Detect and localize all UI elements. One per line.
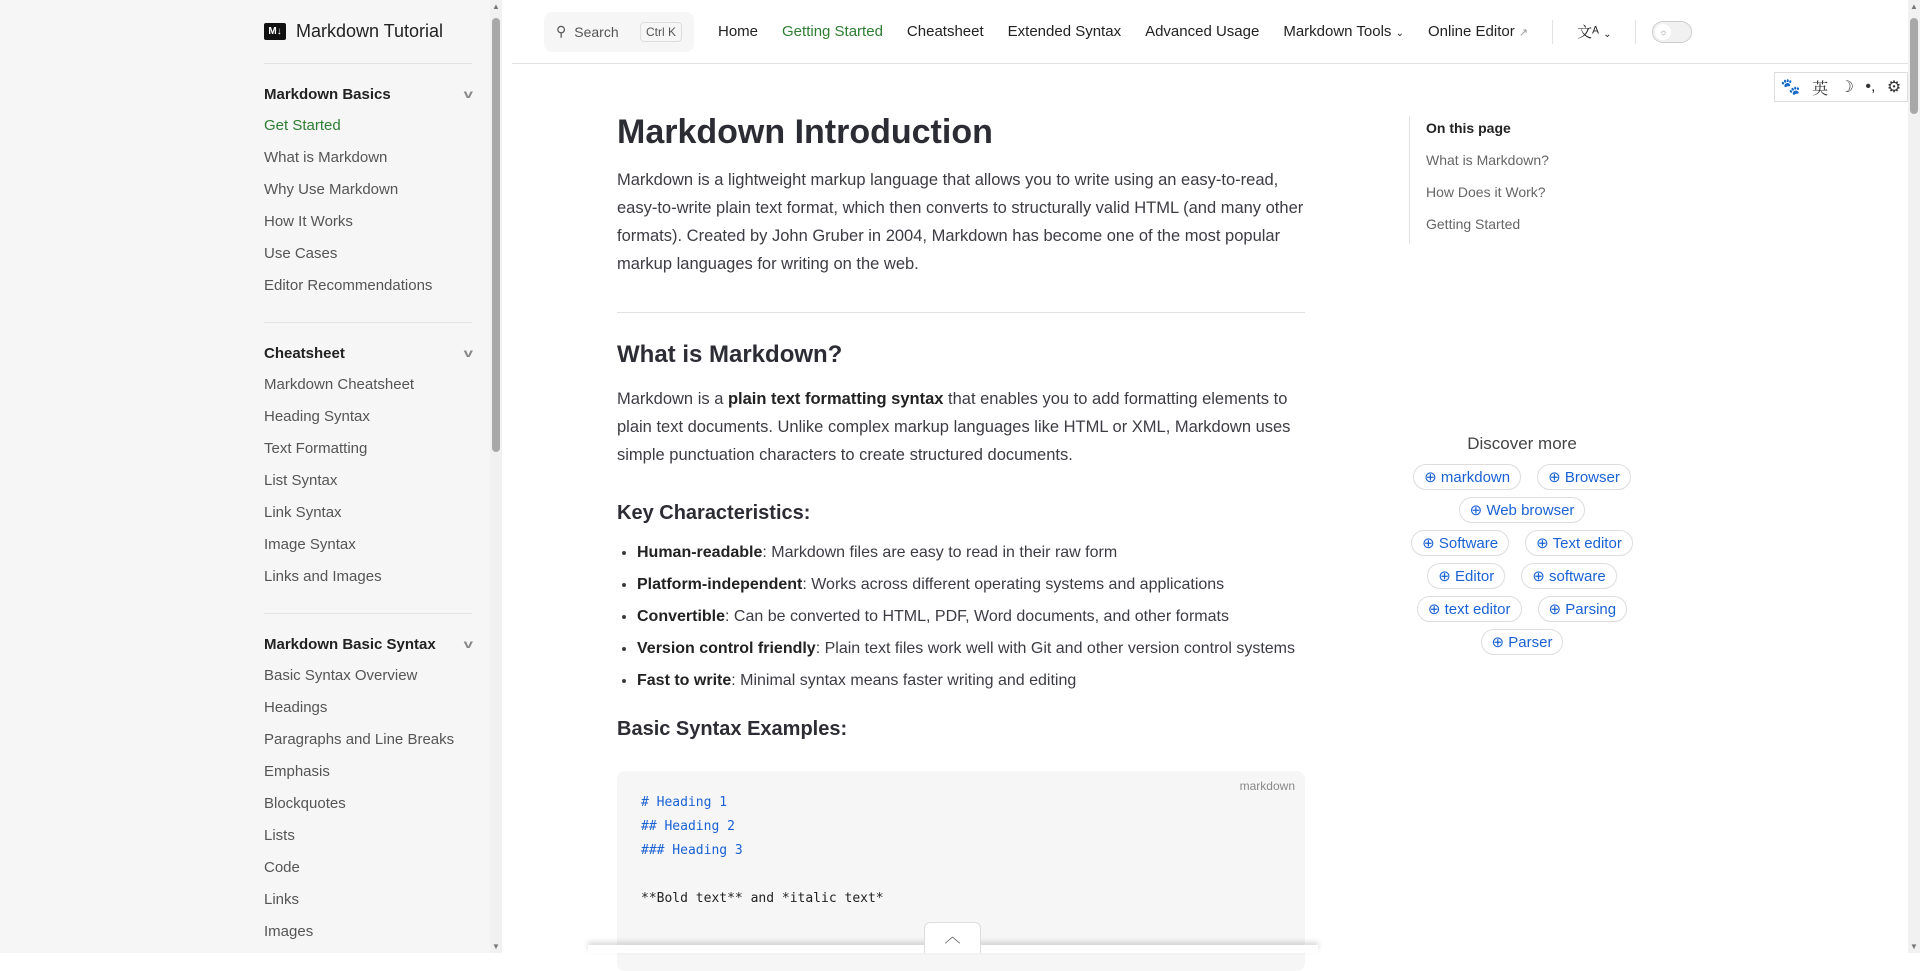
search-label: Search xyxy=(574,23,619,40)
plus-circle-icon: ⊕ xyxy=(1427,601,1441,618)
sidebar-item[interactable]: Editor Recommendations xyxy=(264,277,433,294)
plus-circle-icon: ⊕ xyxy=(1491,634,1505,651)
characteristics-list xyxy=(617,541,1305,693)
nav-cheatsheet[interactable]: Cheatsheet xyxy=(906,23,984,40)
toc-title: On this page xyxy=(1426,120,1511,136)
sidebar-group xyxy=(264,64,472,323)
sidebar-item[interactable]: Heading Syntax xyxy=(264,408,370,425)
sidebar-item[interactable]: Basic Syntax Overview xyxy=(264,667,418,684)
list-item-text: : Can be converted to HTML, PDF, Word documents, and other formats xyxy=(725,608,1229,625)
chevron-down-icon: v xyxy=(463,637,474,651)
chip-label: Browser xyxy=(1564,469,1620,486)
sidebar-item[interactable]: Markdown Cheatsheet xyxy=(264,376,415,393)
list-item-term: Fast to write xyxy=(637,672,732,689)
chip-label: text editor xyxy=(1444,601,1511,618)
nav-markdown-tools-label: Markdown Tools xyxy=(1283,23,1392,40)
list-item xyxy=(637,605,1305,629)
sidebar-item[interactable]: Paragraphs and Line Breaks xyxy=(264,731,455,748)
brand[interactable] xyxy=(264,0,472,64)
discover-chip[interactable] xyxy=(1537,464,1631,490)
chip-label: markdown xyxy=(1440,469,1511,486)
chevron-down-icon: ⌄ xyxy=(1603,29,1612,40)
list-item-term: Convertible xyxy=(637,608,726,625)
external-link-icon: ↗ xyxy=(1518,27,1529,39)
chip-label: Software xyxy=(1438,535,1499,552)
discover-label: Discover more xyxy=(1467,434,1577,453)
divider xyxy=(1635,20,1636,44)
chip-label: Parser xyxy=(1508,634,1553,651)
sidebar-item[interactable]: Links xyxy=(264,891,300,908)
discover-chip[interactable] xyxy=(1538,596,1628,622)
article xyxy=(617,112,1305,971)
top-nav xyxy=(512,0,1908,64)
list-item xyxy=(637,637,1305,661)
code-line: ### Heading 3 xyxy=(641,843,743,858)
subsection-heading: Key Characteristics: xyxy=(617,502,811,524)
plus-circle-icon: ⊕ xyxy=(1548,601,1562,618)
sidebar-item[interactable]: Lists xyxy=(264,827,295,844)
nav-online-editor-label: Online Editor xyxy=(1428,23,1515,40)
discover-chip[interactable] xyxy=(1417,596,1522,622)
brand-title: Markdown Tutorial xyxy=(296,21,444,41)
discover-chip[interactable] xyxy=(1525,530,1633,556)
language-switcher[interactable] xyxy=(1577,21,1611,42)
divider xyxy=(617,312,1305,313)
nav-extended-syntax[interactable]: Extended Syntax xyxy=(1007,23,1122,40)
code-line xyxy=(641,863,1281,887)
expand-up-button[interactable] xyxy=(924,922,981,953)
sidebar-item[interactable]: Use Cases xyxy=(264,245,338,262)
sidebar-item[interactable]: Link Syntax xyxy=(264,504,342,521)
list-item-text: : Markdown files are easy to read in their raw form xyxy=(762,544,1118,561)
translate-icon: 文ᴬ xyxy=(1577,24,1599,41)
discover-chip[interactable] xyxy=(1413,464,1521,490)
nav-advanced-usage[interactable]: Advanced Usage xyxy=(1145,23,1260,40)
sidebar-item[interactable]: How It Works xyxy=(264,213,353,230)
plus-circle-icon: ⊕ xyxy=(1438,568,1451,585)
table-of-contents xyxy=(1409,116,1549,244)
plus-circle-icon: ⊕ xyxy=(1532,568,1545,585)
chevron-down-icon: v xyxy=(463,346,474,360)
text: that enables you to add formatting elements to plain text documents. Unlike complex markup languages like HTML or XML, Markdown uses simple punctuation characters to create structured documents. xyxy=(617,390,1291,464)
chevron-down-icon: v xyxy=(463,87,474,101)
list-item-text: : Works across different operating systems and applications xyxy=(802,576,1225,593)
text: Markdown is a xyxy=(617,390,728,408)
punctuation-icon[interactable]: •, xyxy=(1865,78,1876,95)
sidebar-group xyxy=(264,323,472,614)
sidebar-group-header[interactable] xyxy=(264,78,472,110)
discover-chip[interactable] xyxy=(1411,530,1509,556)
divider xyxy=(1552,20,1553,44)
ime-toolbar xyxy=(1774,72,1908,102)
list-item-term: Platform-independent xyxy=(637,576,803,593)
sidebar-item[interactable]: Emphasis xyxy=(264,763,330,780)
sidebar-item[interactable]: Image Syntax xyxy=(264,536,356,553)
page-title: Markdown Introduction xyxy=(617,113,993,151)
sidebar-item[interactable]: Why Use Markdown xyxy=(264,181,399,198)
sidebar-group-title: Cheatsheet xyxy=(264,344,345,362)
sidebar-scrollbar[interactable]: ▲ ▼ xyxy=(490,0,502,953)
ime-language[interactable]: 英 xyxy=(1812,80,1829,98)
list-item xyxy=(637,541,1305,565)
chip-label: Text editor xyxy=(1552,535,1622,552)
chip-label: Parsing xyxy=(1565,601,1617,618)
code-line: **Bold text** and *italic text* xyxy=(641,891,884,906)
plus-circle-icon: ⊕ xyxy=(1422,535,1435,552)
code-line: # Heading 1 xyxy=(641,795,728,810)
gear-icon[interactable]: ⚙ xyxy=(1886,79,1902,96)
list-item xyxy=(637,669,1305,693)
nav-home[interactable]: Home xyxy=(718,23,759,40)
discover-more xyxy=(1400,434,1644,655)
toc-item[interactable]: Getting Started xyxy=(1426,216,1521,232)
paw-icon[interactable]: 🐾 xyxy=(1780,79,1801,96)
discover-chip[interactable] xyxy=(1427,563,1505,589)
bold-text: plain text formatting syntax xyxy=(727,390,944,408)
sidebar-item[interactable]: Images xyxy=(264,923,314,940)
code-line: ## Heading 2 xyxy=(641,819,735,834)
sidebar xyxy=(0,0,490,953)
sidebar-group-title: Markdown Basic Syntax xyxy=(264,635,436,653)
sidebar-group xyxy=(264,614,472,968)
discover-chip[interactable] xyxy=(1459,497,1586,523)
sidebar-item[interactable]: List Syntax xyxy=(264,472,338,489)
moon-icon[interactable]: ☽ xyxy=(1839,79,1854,96)
nav-getting-started[interactable]: Getting Started xyxy=(782,23,883,40)
chevron-up-icon: ︿ xyxy=(944,929,961,946)
sidebar-item[interactable]: Headings xyxy=(264,699,328,716)
toc-item[interactable]: How Does it Work? xyxy=(1426,184,1546,200)
list-item xyxy=(637,573,1305,597)
sidebar-item[interactable]: Links and Images xyxy=(264,568,382,585)
sidebar-item[interactable]: Blockquotes xyxy=(264,795,346,812)
toc-item[interactable]: What is Markdown? xyxy=(1426,152,1549,168)
plus-circle-icon: ⊕ xyxy=(1536,535,1549,552)
search-button[interactable] xyxy=(544,12,694,52)
chip-label: Web browser xyxy=(1486,502,1575,519)
list-item-term: Version control friendly xyxy=(637,640,816,657)
page-scrollbar[interactable]: ▲ ▼ xyxy=(1908,0,1920,953)
sun-icon: ☼ xyxy=(1655,24,1671,40)
chip-label: software xyxy=(1548,568,1606,585)
code-language: markdown xyxy=(1239,779,1295,793)
plus-circle-icon: ⊕ xyxy=(1469,502,1483,519)
sidebar-group-header[interactable] xyxy=(264,337,472,369)
section-heading: What is Markdown? xyxy=(617,341,843,368)
sidebar-item[interactable]: Code xyxy=(264,859,300,876)
paragraph xyxy=(617,385,1305,469)
sidebar-item[interactable]: Text Formatting xyxy=(264,440,368,457)
list-item-term: Human-readable xyxy=(637,544,763,561)
chevron-down-icon: ⌄ xyxy=(1395,28,1404,39)
plus-circle-icon: ⊕ xyxy=(1548,469,1561,486)
markdown-logo-icon: M↓ xyxy=(264,23,286,40)
subsection-heading: Basic Syntax Examples: xyxy=(617,718,848,740)
search-icon: ⚲ xyxy=(556,23,567,39)
sidebar-item[interactable]: Get Started xyxy=(264,117,341,134)
sidebar-group-header[interactable] xyxy=(264,628,472,660)
nav-online-editor[interactable] xyxy=(1428,23,1528,40)
sidebar-item[interactable]: What is Markdown xyxy=(264,149,388,166)
intro-paragraph: Markdown is a lightweight markup language that allows you to write using an easy-to-read, easy-to-write plain text format, which then converts to structurally valid HTML (and many other formats). Created by John Gruber in 2004, Markdown has become one of the most popular markup languages for writing on the web. xyxy=(617,171,1304,273)
chip-label: Editor xyxy=(1455,568,1495,585)
search-shortcut: Ctrl K xyxy=(640,22,682,42)
list-item-text: : Plain text files work well with Git and other version control systems xyxy=(815,640,1295,657)
sidebar-group-title: Markdown Basics xyxy=(264,85,391,103)
theme-toggle[interactable] xyxy=(1652,21,1692,43)
discover-chip[interactable] xyxy=(1481,629,1564,655)
nav-markdown-tools[interactable] xyxy=(1283,23,1404,40)
list-item-text: : Minimal syntax means faster writing and editing xyxy=(731,672,1077,689)
discover-chip[interactable] xyxy=(1521,563,1616,589)
plus-circle-icon: ⊕ xyxy=(1424,469,1437,486)
